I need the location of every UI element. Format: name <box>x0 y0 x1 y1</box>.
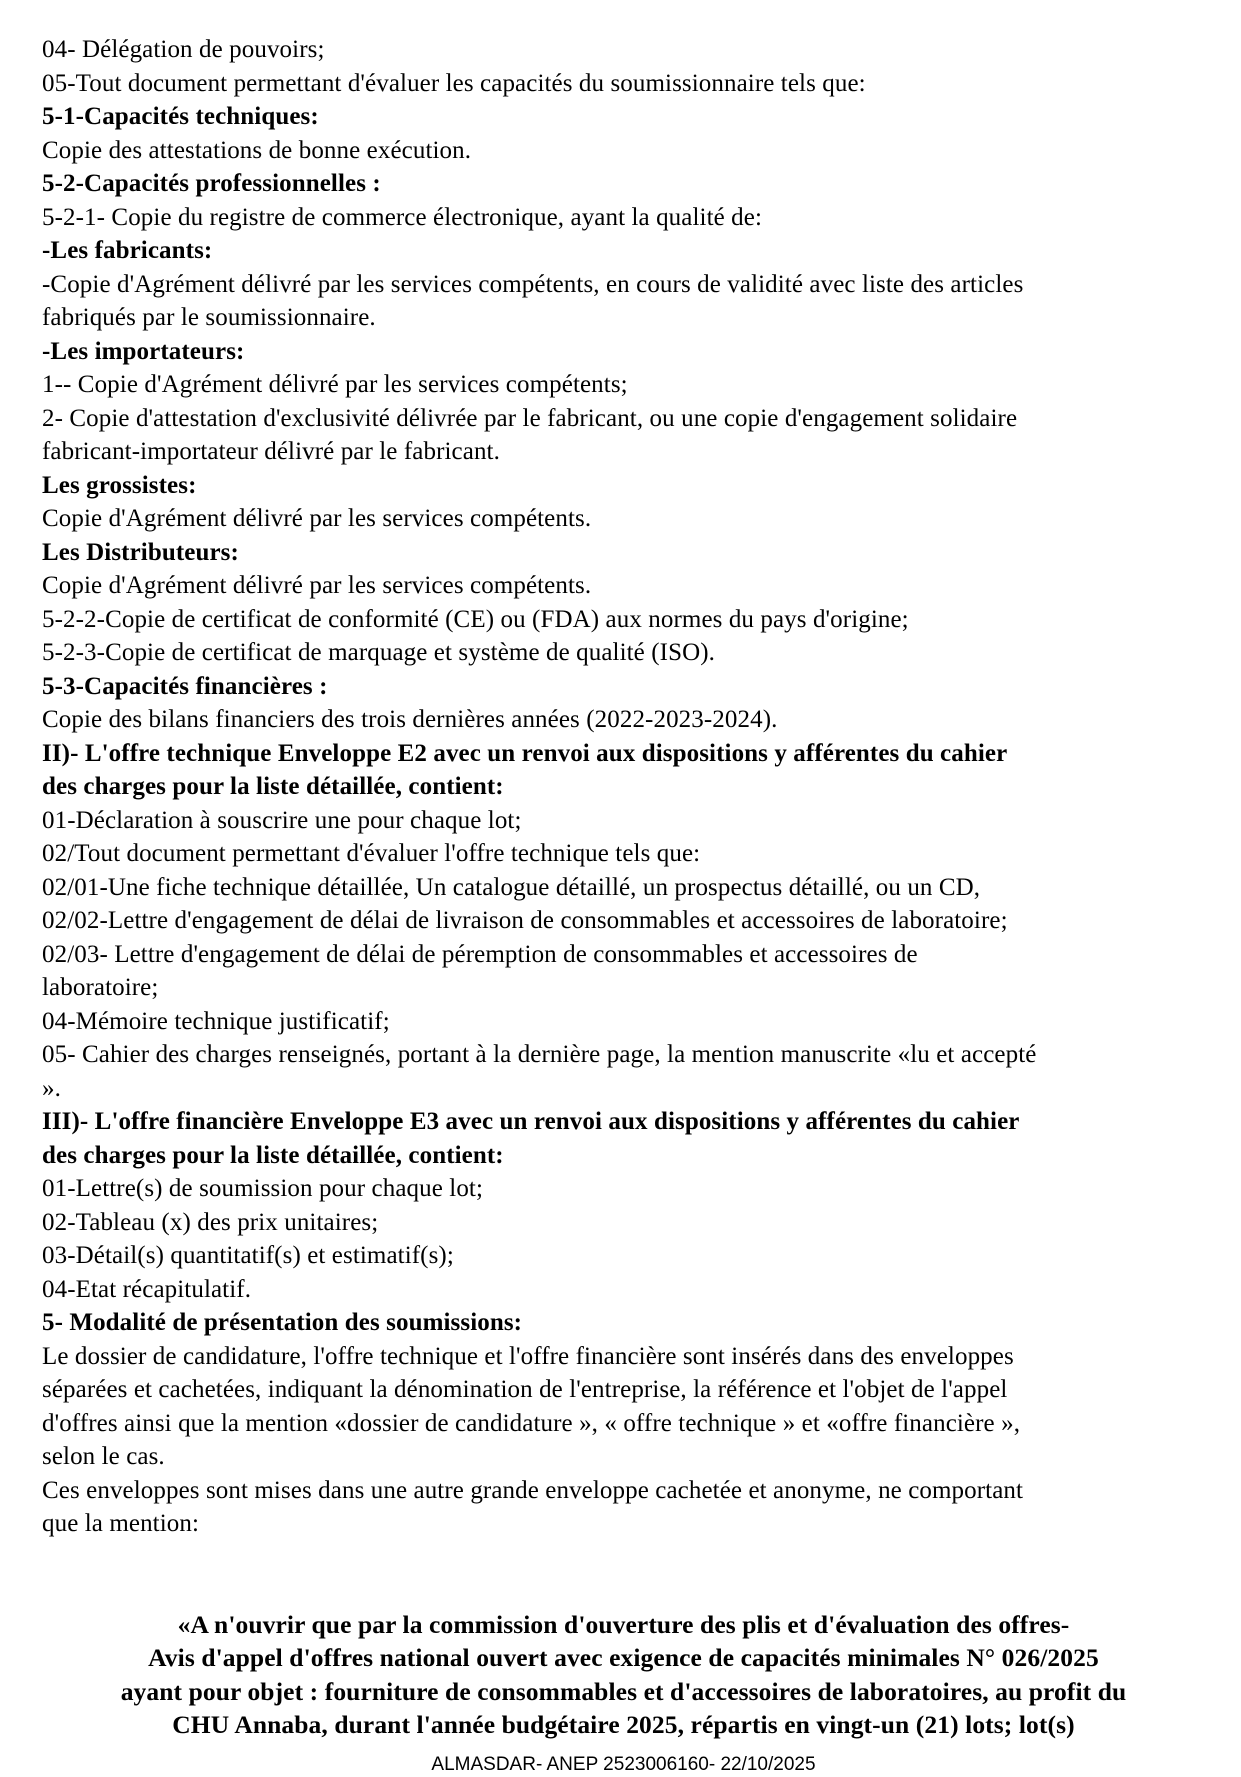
heading-5-2-capacites-professionnelles: 5-2-Capacités professionnelles : <box>42 170 381 197</box>
doc-line: fabriqués par le soumissionnaire. <box>42 304 376 331</box>
doc-line: Copie d'Agrément délivré par les services compétents. <box>42 572 592 599</box>
doc-line: 1-- Copie d'Agrément délivré par les services compétents; <box>42 371 628 398</box>
notice-line: Avis d'appel d'offres national ouvert avec exigence de capacités minimales N° 026/2025 <box>148 1643 1099 1672</box>
doc-line: 02-Tableau (x) des prix unitaires; <box>42 1208 379 1236</box>
doc-line: 5-2-2-Copie de certificat de conformité (CE) ou (FDA) aux normes du pays d'origine; <box>42 605 909 633</box>
doc-line: 05-Tout document permettant d'évaluer les capacités du soumissionnaire tels que: <box>42 69 866 97</box>
heading-les-importateurs: -Les importateurs: <box>42 337 245 365</box>
doc-line: 05- Cahier des charges renseignés, portant à la dernière page, la mention manuscrite «lu et accepté <box>42 1041 1037 1068</box>
heading-offre-financiere-e3: III)- L'offre financière Enveloppe E3 avec un renvoi aux dispositions y afférentes du cahier <box>42 1108 1020 1135</box>
heading-5-1-capacites-techniques: 5-1-Capacités techniques: <box>42 103 319 130</box>
doc-line: 02/Tout document permettant d'évaluer l'offre technique tels que: <box>42 840 701 867</box>
doc-line: Le dossier de candidature, l'offre technique et l'offre financière sont insérés dans des enveloppes <box>42 1342 1014 1370</box>
doc-line: Copie d'Agrément délivré par les services compétents. <box>42 505 592 532</box>
doc-line: selon le cas. <box>42 1443 165 1470</box>
heading-offre-technique-e2: II)- L'offre technique Enveloppe E2 avec un renvoi aux dispositions y afférentes du cahier <box>42 739 1008 767</box>
doc-line: 04-Etat récapitulatif. <box>42 1275 252 1303</box>
notice-line: CHU Annaba, durant l'année budgétaire 2025, répartis en vingt-un (21) lots; lot(s) <box>172 1710 1075 1739</box>
doc-line: 01-Déclaration à souscrire une pour chaque lot; <box>42 806 522 834</box>
doc-line: séparées et cachetées, indiquant la dénomination de l'entreprise, la référence et l'objet de l'appel <box>42 1376 1008 1403</box>
doc-line: 02/03- Lettre d'engagement de délai de péremption de consommables et accessoires de <box>42 940 918 968</box>
envelope-mention-notice <box>42 1608 1205 1742</box>
doc-line: fabricant-importateur délivré par le fabricant. <box>42 438 500 465</box>
heading-modalite-presentation-soumissions: 5- Modalité de présentation des soumissions: <box>42 1309 523 1336</box>
doc-line: 04-Mémoire technique justificatif; <box>42 1007 390 1035</box>
notice-line: ayant pour objet : fourniture de consommables et d'accessoires de laboratoires, au profit du <box>120 1676 1127 1706</box>
doc-line: ». <box>42 1074 61 1102</box>
doc-line: 5-2-3-Copie de certificat de marquage et système de qualité (ISO). <box>42 639 716 666</box>
heading-les-grossistes: Les grossistes: <box>42 471 197 499</box>
heading-5-3-capacites-financieres: 5-3-Capacités financières : <box>42 672 328 700</box>
doc-line: Copie des bilans financiers des trois dernières années (2022-2023-2024). <box>42 706 778 733</box>
doc-line: que la mention: <box>42 1510 200 1537</box>
doc-line: laboratoire; <box>42 974 159 1001</box>
doc-line: 2- Copie d'attestation d'exclusivité délivrée par le fabricant, ou une copie d'engagement solidaire <box>42 404 1018 432</box>
heading-offre-financiere-e3-suite: des charges pour la liste détaillée, contient: <box>42 1141 504 1169</box>
doc-line: 03-Détail(s) quantitatif(s) et estimatif(s); <box>42 1242 454 1269</box>
doc-line: 02/01-Une fiche technique détaillée, Un catalogue détaillé, un prospectus détaillé, ou un CD, <box>42 873 981 901</box>
heading-offre-technique-e2-suite: des charges pour la liste détaillée, contient: <box>42 773 504 800</box>
doc-line: 02/02-Lettre d'engagement de délai de livraison de consommables et accessoires de laboratoire; <box>42 907 1008 934</box>
doc-line: d'offres ainsi que la mention «dossier de candidature », « offre technique » et «offre financière », <box>42 1409 1021 1437</box>
doc-line: 01-Lettre(s) de soumission pour chaque lot; <box>42 1175 484 1202</box>
heading-les-distributeurs: Les Distributeurs: <box>42 538 239 566</box>
doc-line: 04- Délégation de pouvoirs; <box>42 36 325 63</box>
doc-line: Copie des attestations de bonne exécution. <box>42 136 472 164</box>
anep-publication-footer: ALMASDAR- ANEP 2523006160- 22/10/2025 <box>431 1753 816 1775</box>
notice-line: «A n'ouvrir que par la commission d'ouverture des plis et d'évaluation des offres- <box>177 1609 1070 1639</box>
doc-line: Ces enveloppes sont mises dans une autre grande enveloppe cachetée et anonyme, ne comportant <box>42 1476 1024 1504</box>
doc-line: -Copie d'Agrément délivré par les services compétents, en cours de validité avec liste des articles <box>42 270 1024 298</box>
heading-les-fabricants: -Les fabricants: <box>42 237 213 264</box>
doc-line: 5-2-1- Copie du registre de commerce électronique, ayant la qualité de: <box>42 203 763 231</box>
document-body <box>42 33 1205 1541</box>
